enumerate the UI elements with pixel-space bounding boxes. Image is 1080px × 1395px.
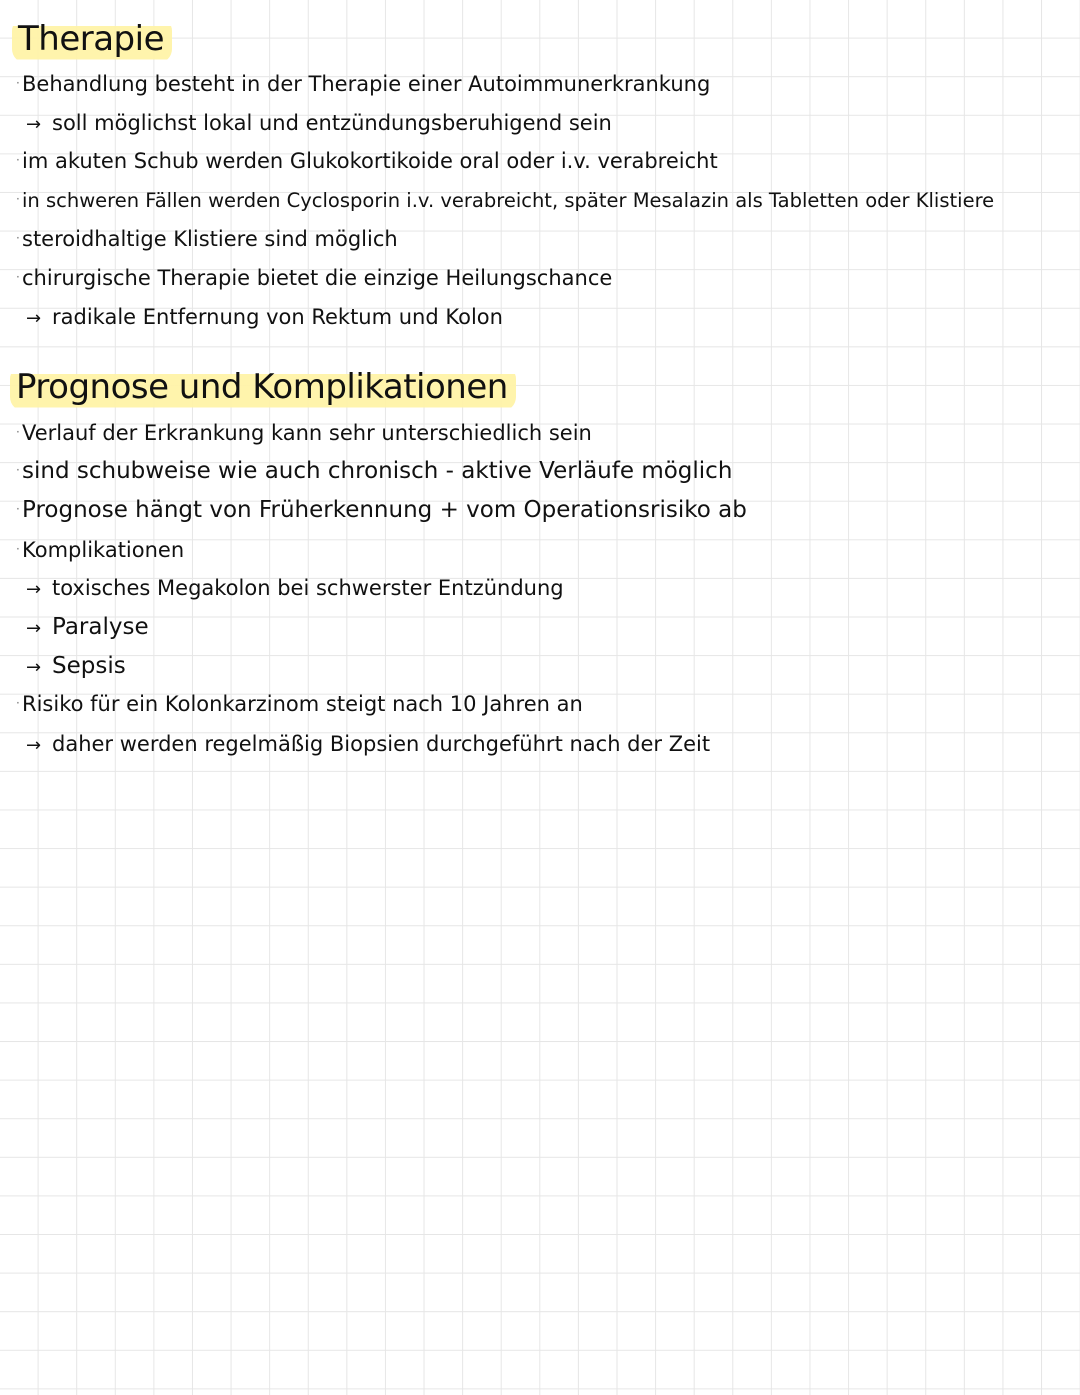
arrow-right-icon: →: [26, 735, 42, 756]
note-line: [16, 74, 710, 95]
heading-therapie-text: Therapie: [12, 17, 172, 63]
note-line: [16, 268, 612, 289]
note-text: radikale Entfernung von Rektum und Kolon: [52, 305, 503, 329]
note-text: daher werden regelmäßig Biopsien durchgeführt nach der Zeit: [52, 732, 711, 756]
note-line: [16, 616, 149, 639]
note-text: toxisches Megakolon bei schwerster Entzündung: [52, 576, 564, 600]
bullet-dot: ·: [16, 270, 20, 284]
note-line: [16, 655, 126, 678]
bullet-dot: ·: [16, 696, 20, 710]
note-line: [16, 734, 710, 755]
arrow-right-icon: →: [26, 657, 42, 678]
note-line: [16, 423, 592, 444]
note-line: [16, 113, 612, 134]
note-text: chirurgische Therapie bietet die einzige Heilungschance: [22, 266, 613, 290]
note-line: [16, 460, 732, 483]
heading-prognose: [16, 367, 516, 407]
note-text: Komplikationen: [22, 538, 185, 562]
note-text: im akuten Schub werden Glukokortikoide oral oder i.v. verabreicht: [22, 149, 718, 173]
note-line: [16, 151, 718, 172]
arrow-right-icon: →: [26, 618, 42, 639]
note-line: [16, 229, 398, 250]
arrow-right-icon: →: [26, 579, 42, 600]
note-line: [16, 191, 994, 211]
note-line: [16, 307, 503, 328]
note-line: [16, 499, 747, 522]
bullet-dot: ·: [16, 425, 20, 439]
note-text: soll möglichst lokal und entzündungsberuhigend sein: [52, 111, 612, 135]
note-text: Behandlung besteht in der Therapie einer Autoimmunerkrankung: [22, 72, 711, 96]
note-text: Prognose hängt von Früherkennung + vom Operationsrisiko ab: [22, 497, 747, 523]
note-text: Paralyse: [52, 614, 149, 640]
note-line: [16, 694, 583, 715]
heading-therapie: [18, 19, 172, 59]
bullet-dot: ·: [16, 76, 20, 90]
bullet-dot: ·: [16, 192, 20, 206]
note-line: [16, 540, 184, 561]
note-text: steroidhaltige Klistiere sind möglich: [22, 227, 398, 251]
heading-prognose-text: Prognose und Komplikationen: [10, 365, 516, 411]
note-text: Risiko für ein Kolonkarzinom steigt nach 10 Jahren an: [22, 692, 583, 716]
arrow-right-icon: →: [26, 114, 42, 135]
note-text: Verlauf der Erkrankung kann sehr unterschiedlich sein: [22, 421, 592, 445]
bullet-dot: ·: [16, 153, 20, 167]
bullet-dot: ·: [16, 542, 20, 556]
note-text: sind schubweise wie auch chronisch - aktive Verläufe möglich: [22, 458, 733, 484]
arrow-right-icon: →: [26, 308, 42, 329]
bullet-dot: ·: [16, 463, 20, 477]
note-line: [16, 578, 564, 599]
note-text: in schweren Fällen werden Cyclosporin i.v. verabreicht, später Mesalazin als Tabletten oder Klistiere: [22, 189, 995, 212]
bullet-dot: ·: [16, 502, 20, 516]
note-text: Sepsis: [52, 653, 126, 679]
bullet-dot: ·: [16, 231, 20, 245]
